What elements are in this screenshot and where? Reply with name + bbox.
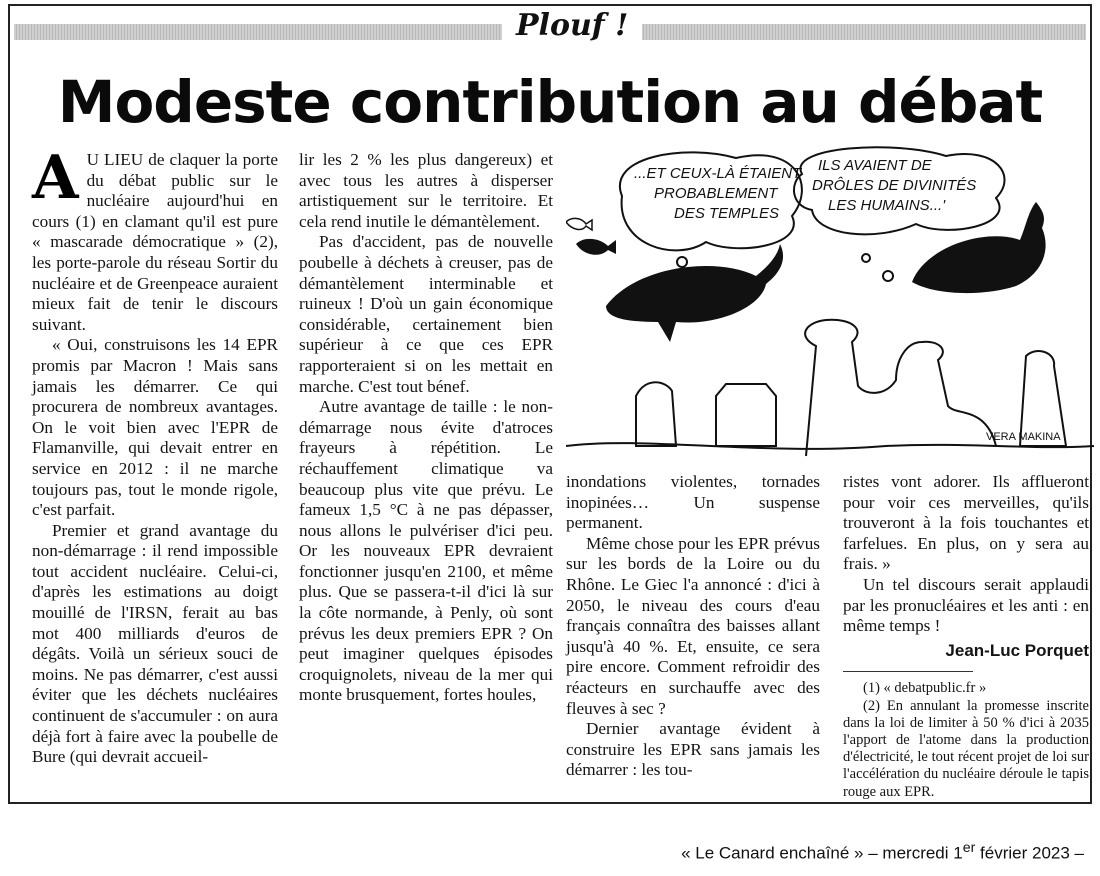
article-column-1 [32,143,279,768]
bubble-left-line-2: PROBABLEMENT [654,185,778,202]
bubble-right-line-2: DRÔLES DE DIVINITÉS [812,177,977,194]
section-logo: Plouf ! [502,8,642,43]
paragraph: Même chose pour les EPR prévus sur les bords de la Loire ou du Rhône. Le Giec l'a annoncé : d'ici à 2050, le niveau des cours d'eau français connaîtra des baisses allant jusqu'à 40 %. Et, ensuite, ce sera pire encore. Comment refroidir des réacteurs en surchauffe avec des fleuves à sec ? [566,533,820,718]
paragraph: ristes vont adorer. Ils afflueront pour voir ces merveilles, qu'ils trouveront à la fois touchantes et farfelues. En plus, on y sera au frais. » [843,472,1089,574]
footnote: (1) « debatpublic.fr » [863,680,987,697]
paragraph-text: de claquer la porte du débat public sur le nucléaire aujourd'hui en cours (1) en clamant qu'il est pure « mascarade démocratique » (2), les porte-parole du réseau Sortir du nucléaire et de Greenpeace auraient mieux fait de tenir le discours suivant. [32,150,279,334]
footer-text-end: février 2023 – [975,843,1084,863]
footnote: (2) En annulant la promesse inscrite dans la loi de limiter à 50 % d'ici à 2035 l'apport de l'atome dans la production d'électricité, le tout récent projet de loi sur l'accélération du nucléaire déroule le tapis rouge aux EPR. [843,697,1089,800]
paragraph: « Oui, construisons les 14 EPR promis par Macron ! Mais sans jamais les démarrer. Ce qui procurera de nombreux avantages. On le voit bien avec l'EPR de Flamanville, qui devait entrer en service en 2012 : il ne marche toujours pas, tout le monde rigole, c'est parfait. [32,335,278,520]
ruin-block [716,384,776,446]
whale-left [606,244,783,342]
paragraph: Dernier avantage évident à construire les EPR sans jamais les démarrer : les tou- [566,719,820,780]
bubble-left-line-1: ...ET CEUX-LÀ ÉTAIENT [634,165,802,182]
ruin-columns [805,320,996,456]
article-frame [8,4,1092,804]
author-signature: Jean-Luc Porquet [945,640,1089,660]
paragraph [32,143,279,335]
drop-cap: A [32,143,79,213]
ruin-pillar-left [636,382,676,446]
whale-right [912,202,1046,293]
paragraph: lir les 2 % les plus dangereux) et avec tous les autres à disperser artistiquement sur le territoire. Et cela rend inutile le démantèlement. [299,150,553,231]
paragraph: Un tel discours serait applaudi par les pronucléaires et les anti : en même temps ! [843,574,1089,636]
article-column-3 [566,472,820,781]
publication-footer [681,840,1084,864]
bubble-right-line-3: LES HUMAINS...' [828,197,946,214]
paragraph: inondations violentes, tornades inopinées… Un suspense permanent. [566,472,820,533]
cartoonist-credit: VERA MAKINA [986,431,1061,443]
article-column-4 [843,472,1089,801]
article-headline: Modeste contribution au débat [57,68,1043,136]
cartoon-illustration [566,146,1094,466]
article-column-2 [299,150,553,706]
bubble-right-line-1: ILS AVAIENT DE [818,157,932,174]
paragraph: Autre avantage de taille : le non-démarrage nous évite d'atroces frayeurs à répétition. Le réchauffement climatique va beaucoup plus vite que prévu. Le fameux 1,5 °C à ne pas dépasser, nous allons le pulvériser d'ici peu. Or les nouveaux EPR devraient fonctionner jusqu'en 2100, et même plus. Que se passera-t-il d'ici là sur la côte normande, à Penly, où sont prévus les deux premiers EPR ? On peut imaginer quelques épisodes croquignolets, niveau de la mer qui monte brusquement, fortes houles, [299,397,553,705]
paragraph: Pas d'accident, pas de nouvelle poubelle à déchets à creuser, pas de démantèlement interminable et ruineux ! D'où un gain économique considérable, certainement bien supérieur à ce que ces EPR rapporteraient si on les mettait en marche. C'est tout bénef. [299,232,553,396]
bubble-left-line-3: DES TEMPLES [674,205,780,222]
fish-icon [576,239,616,255]
footer-superscript: er [962,840,976,856]
small-fish-icon [566,218,592,230]
paragraph: Premier et grand avantage du non-démarrage : il rend impossible tout accident nucléaire. Celui-ci, d'après les estimations au doigt mouillé de l'IRSN, ferait au bas mot 400 milliards d'euros de dégâts. Voilà un sérieux souci de moins. Ne pas démarrer, c'est aussi éviter que les déchets nucléaires continuent de s'accumuler : on aura déjà fort à faire avec la poubelle de Bure (qui devrait accueil- [32,520,278,767]
footer-text: « Le Canard enchaîné » – mercredi 1 [681,843,963,863]
footnote-rule [843,671,973,672]
cartoon-drawing [566,146,1094,466]
lead-words: U LIEU [86,150,144,169]
section-banner [10,6,1090,50]
